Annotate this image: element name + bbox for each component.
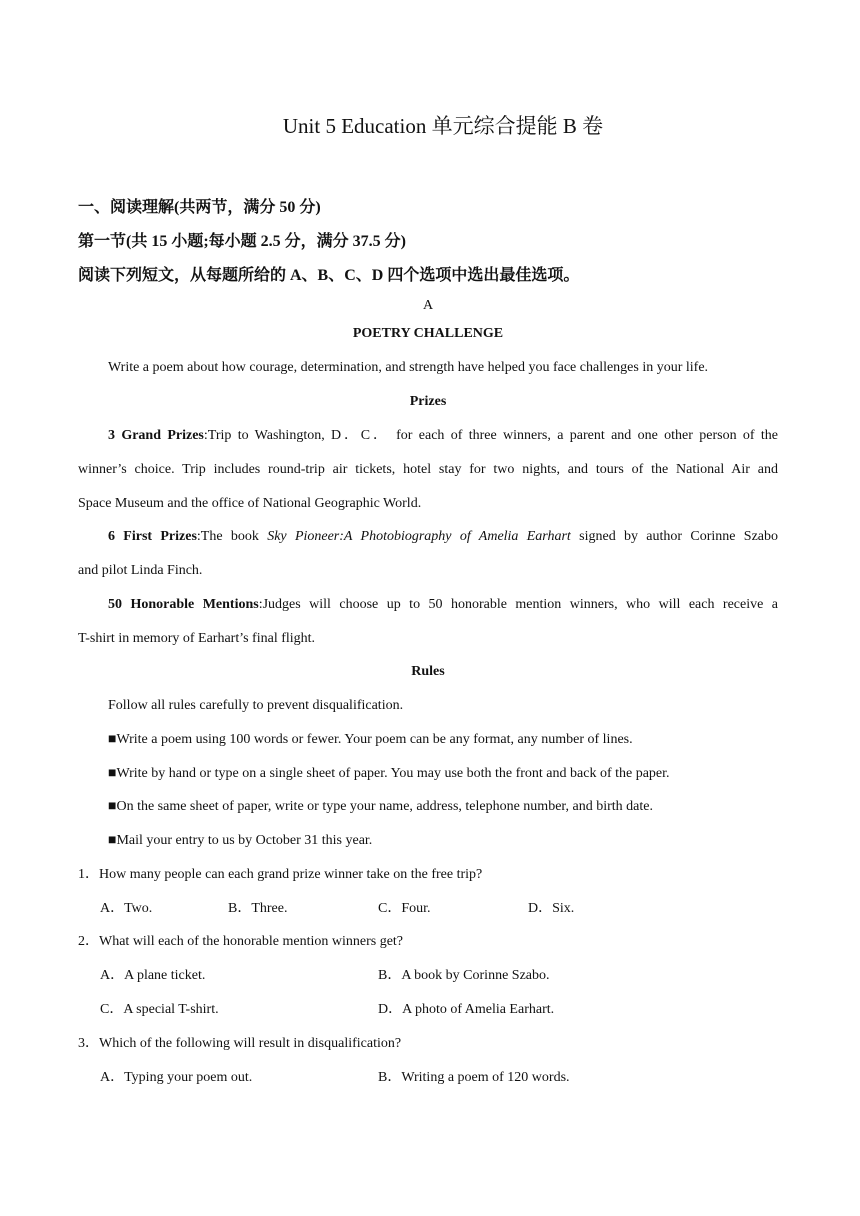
question-stem: 2．What will each of the honorable mention winners get?	[78, 934, 404, 949]
document-title: Unit 5 Education 单元综合提能 B 卷	[282, 114, 604, 138]
question-option: D．A photo of Amelia Earhart.	[378, 1002, 555, 1017]
book-title: Sky Pioneer:A Photobiography of Amelia Earhart	[267, 529, 571, 544]
honorable-label: 50 Honorable Mentions	[108, 597, 259, 612]
first-prize-post: signed by author Corinne Szabo	[570, 529, 779, 544]
rule-item: ■Mail your entry to us by October 31 this year.	[108, 833, 373, 848]
grand-prize-text: :Trip to Washington, D．C． for each of three winners, a parent and one other person of the	[203, 428, 778, 443]
question-option: B．A book by Corinne Szabo.	[378, 968, 550, 983]
first-prize-line-1	[108, 527, 778, 547]
section-instruction: 阅读下列短文，从每题所给的 A、B、C、D 四个选项中选出最佳选项。	[78, 267, 580, 284]
honorable-line-2: T-shirt in memory of Earhart’s final flight.	[78, 631, 316, 646]
subsection-heading: 第一节(共 15 小题;每小题 2.5 分，满分 37.5 分)	[78, 233, 406, 250]
grand-prize-line-2: winner’s choice. Trip includes round-trip air tickets, hotel stay for two nights, and tours of the National Air and	[78, 462, 778, 477]
honorable-line-1	[108, 595, 778, 615]
question-option: B．Three.	[228, 901, 288, 916]
rule-item: ■Write a poem using 100 words or fewer. Your poem can be any format, any number of lines.	[108, 732, 633, 747]
grand-prize-label: 3 Grand Prizes	[108, 428, 204, 443]
question-option: C．Four.	[378, 901, 431, 916]
question-option: A．Two.	[100, 901, 153, 916]
rule-item: ■Write by hand or type on a single sheet of paper. You may use both the front and back of the paper.	[108, 766, 670, 781]
honorable-text: :Judges will choose up to 50 honorable mention winners, who will each receive a	[258, 597, 779, 612]
first-prize-line-2: and pilot Linda Finch.	[78, 563, 203, 578]
grand-prize-line-3: Space Museum and the office of National Geographic World.	[78, 496, 422, 511]
question-option: C．A special T-shirt.	[100, 1002, 219, 1017]
rules-intro: Follow all rules carefully to prevent disqualification.	[108, 698, 404, 713]
question-stem: 3．Which of the following will result in disqualification?	[78, 1036, 402, 1051]
rule-item: ■On the same sheet of paper, write or type your name, address, telephone number, and birth date.	[108, 799, 653, 814]
passage-letter: A	[422, 298, 434, 313]
passage-title: POETRY CHALLENGE	[352, 326, 504, 341]
first-prize-pre: :The book	[196, 529, 268, 544]
question-option: D．Six.	[528, 901, 575, 916]
passage-intro: Write a poem about how courage, determination, and strength have helped you face challenges in your life.	[108, 360, 709, 375]
question-option: A．A plane ticket.	[100, 968, 206, 983]
first-prize-label: 6 First Prizes	[108, 529, 197, 544]
prizes-heading: Prizes	[409, 394, 447, 409]
section-heading: 一、阅读理解(共两节，满分 50 分)	[78, 199, 321, 216]
question-stem: 1．How many people can each grand prize winner take on the free trip?	[78, 867, 483, 882]
grand-prize-line-1	[108, 426, 778, 446]
rules-heading: Rules	[411, 664, 445, 679]
question-option: A．Typing your poem out.	[100, 1070, 253, 1085]
question-option: B．Writing a poem of 120 words.	[378, 1070, 570, 1085]
